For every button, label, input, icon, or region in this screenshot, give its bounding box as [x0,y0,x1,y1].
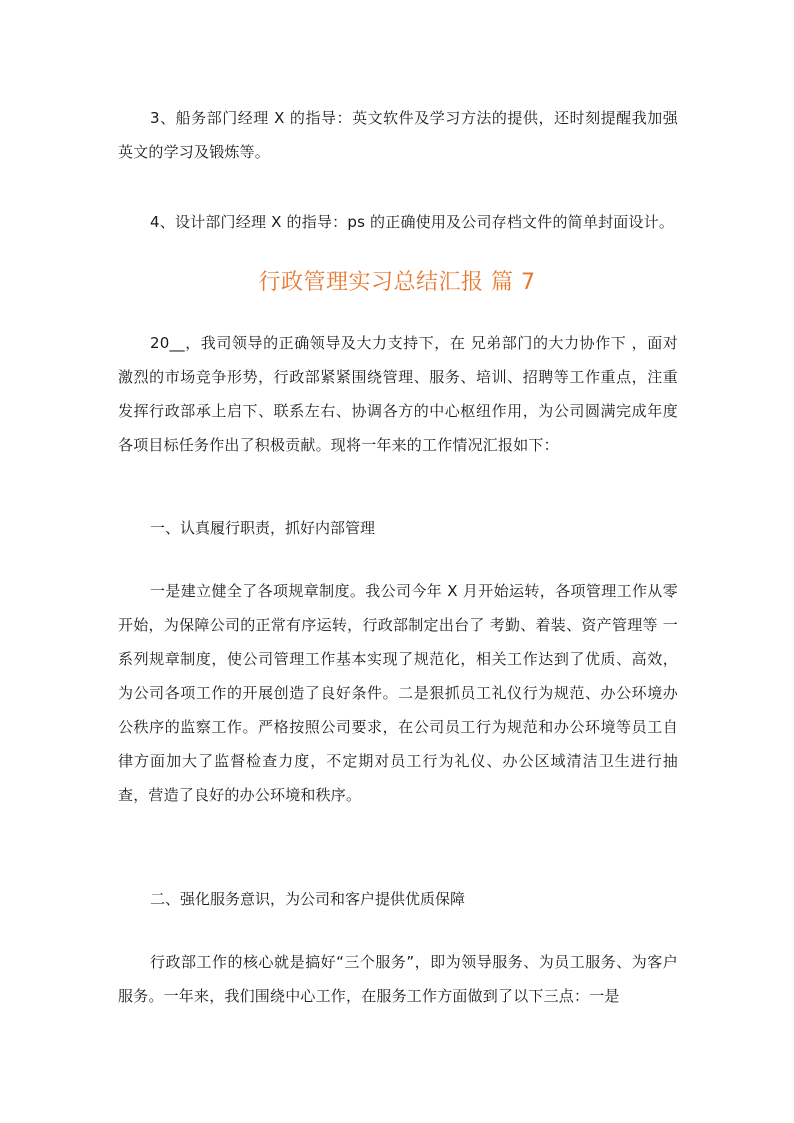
section-title: 行政管理实习总结汇报 篇 7 [258,270,536,295]
section-2-heading: 二、强化服务意识，为公司和客户提供优质保障 [150,890,466,908]
paragraph-section-1: 一是建立健全了各项规章制度。我公司今年 X 月开始运转，各项管理工作从零开始，为保障公司的正常有序运转，行政部制定出台了 考勤、着装、资产管理等 一系列规章制度，使公司管理工作基本实现了规范化，相关工作达到了优质、高效，为公司各项工作的开展创造了良好条件。二是狠抓员工礼仪行为规范、办公环境办公秩序的监察工作。严格按照公司要求，在公司员工行为规范和办公环境等员工自律方面加大了监督检查力度，不定期对员工行为礼仪、办公区域清洁卫生进行抽查，营造了良好的办公环境和秩序。 [118,582,678,804]
paragraph-section-2: 行政部工作的核心就是搞好“三个服务”，即为领导服务、为员工服务、为客户服务。一年来，我们围绕中心工作，在服务工作方面做到了以下三点：一是 [118,953,678,1005]
paragraph-item-4: 4、设计部门经理 X 的指导：ps 的正确使用及公司存档文件的简单封面设计。 [150,213,675,231]
section-1-heading: 一、认真履行职责，抓好内部管理 [150,519,376,537]
paragraph-item-3: 3、船务部门经理 X 的指导：英文软件及学习方法的提供，还时刻提醒我加强英文的学习及锻炼等。 [118,109,678,161]
paragraph-intro: 20__，我司领导的正确领导及大力支持下，在 兄弟部门的大力协作下 ，面对激烈的市场竞争形势，行政部紧紧围绕管理、服务、培训、招聘等工作重点，注重发挥行政部承上启下、联系左右、协调各方的中心枢纽作用，为公司圆满完成年度各项目标任务作出了积极贡献。现将一年来的工作情况汇报如下： [118,334,678,454]
